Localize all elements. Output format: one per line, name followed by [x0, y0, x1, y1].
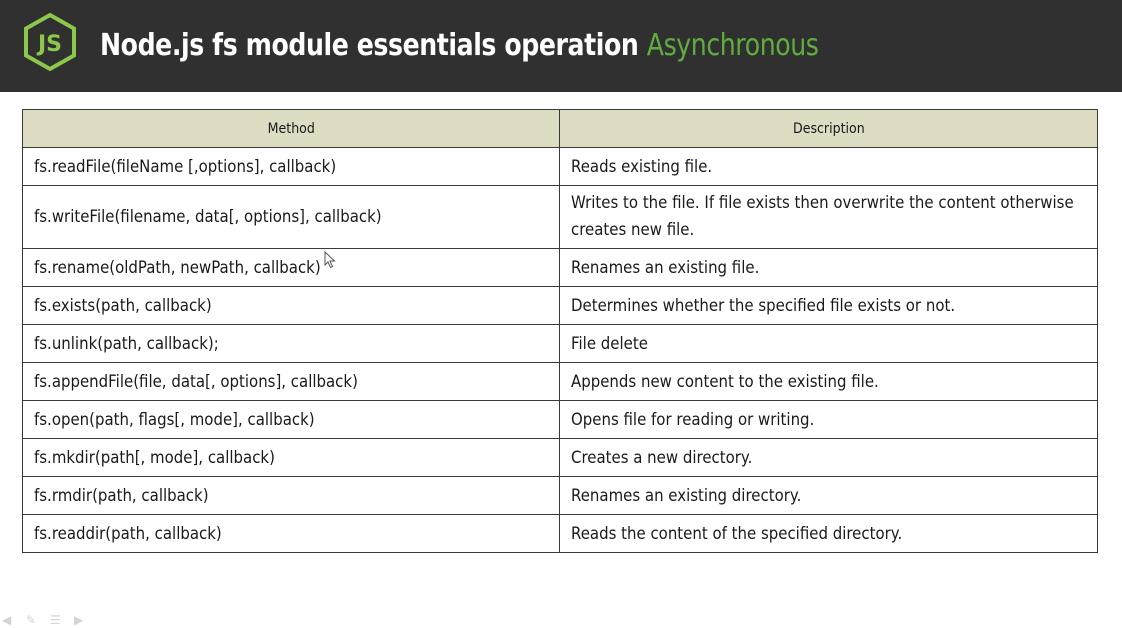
column-header-description: Description	[560, 110, 1098, 148]
table-row	[23, 287, 1098, 325]
method-cell: fs.readFile(fileName [,options], callback)	[23, 148, 560, 186]
slide-title	[100, 22, 819, 70]
nodejs-logo-icon	[20, 12, 80, 72]
table-row	[23, 186, 1098, 249]
description-cell: Writes to the file. If file exists then overwrite the content otherwise creates new file.	[560, 186, 1098, 249]
table-row	[23, 439, 1098, 477]
slide-nav-controls	[2, 614, 90, 628]
description-cell: Opens file for reading or writing.	[560, 401, 1098, 439]
method-cell: fs.readdir(path, callback)	[23, 515, 560, 553]
table-row	[23, 363, 1098, 401]
description-cell: Creates a new directory.	[560, 439, 1098, 477]
column-header-method: Method	[23, 110, 560, 148]
method-cell: fs.appendFile(file, data[, options], callback)	[23, 363, 560, 401]
method-cell: fs.unlink(path, callback);	[23, 325, 560, 363]
method-cell: fs.exists(path, callback)	[23, 287, 560, 325]
svg-text:JS: JS	[37, 32, 63, 57]
method-cell: fs.open(path, flags[, mode], callback)	[23, 401, 560, 439]
fs-methods-table	[22, 109, 1097, 553]
description-cell: Reads existing file.	[560, 148, 1098, 186]
description-cell: Appends new content to the existing file.	[560, 363, 1098, 401]
slide-header	[0, 0, 1122, 92]
menu-icon[interactable]: ☰	[50, 613, 61, 627]
method-cell: fs.mkdir(path[, mode], callback)	[23, 439, 560, 477]
table-row	[23, 249, 1098, 287]
table-header-row	[23, 110, 1098, 148]
title-accent: Asynchronous	[646, 28, 819, 63]
method-cell: fs.writeFile(filename, data[, options], callback)	[23, 186, 560, 249]
arrow-left-icon[interactable]: ◀	[2, 613, 12, 627]
method-cell: fs.rename(oldPath, newPath, callback)	[23, 249, 560, 287]
description-cell: Renames an existing directory.	[560, 477, 1098, 515]
pen-icon[interactable]: ✎	[26, 613, 37, 627]
method-cell: fs.rmdir(path, callback)	[23, 477, 560, 515]
table-row	[23, 515, 1098, 553]
table-row	[23, 477, 1098, 515]
title-main: Node.js fs module essentials operation	[100, 28, 639, 63]
table-row	[23, 325, 1098, 363]
description-cell: Renames an existing file.	[560, 249, 1098, 287]
description-cell: Reads the content of the specified directory.	[560, 515, 1098, 553]
description-cell: Determines whether the specified file exists or not.	[560, 287, 1098, 325]
table-row	[23, 401, 1098, 439]
table-row	[23, 148, 1098, 186]
description-cell: File delete	[560, 325, 1098, 363]
mouse-pointer-icon	[324, 251, 336, 269]
arrow-right-icon[interactable]: ▶	[74, 613, 84, 627]
